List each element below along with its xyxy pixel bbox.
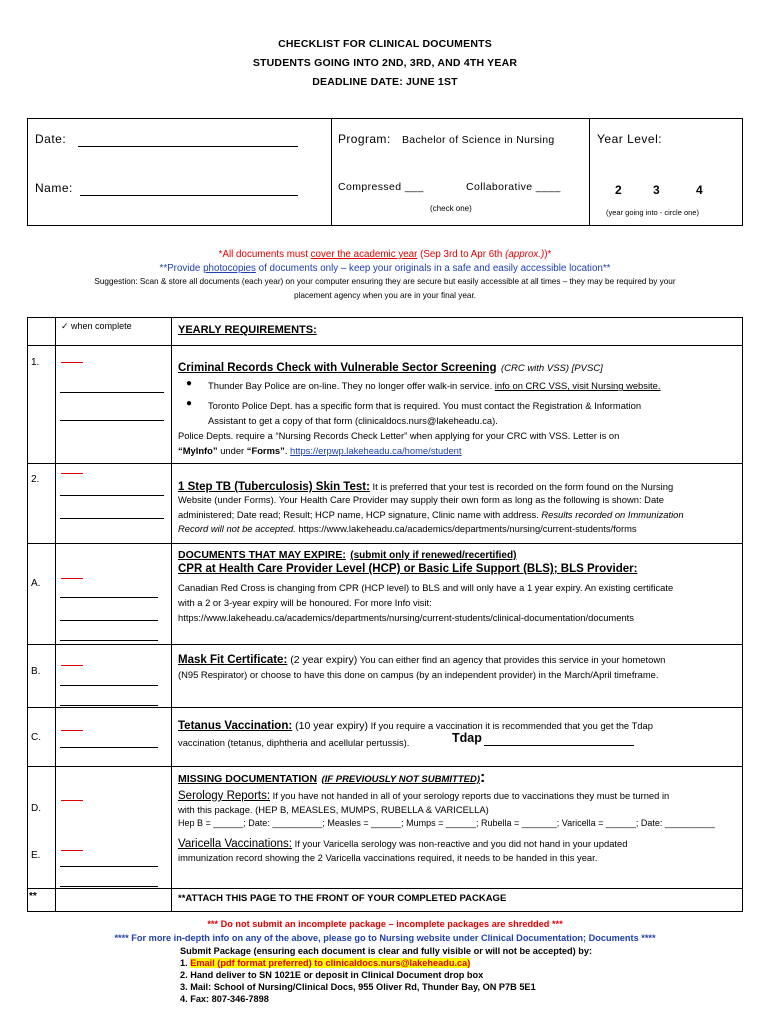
date-line-2a[interactable] <box>60 495 164 496</box>
cpr-line-1: Canadian Red Cross is changing from CPR (HCP level) to BLS and will only have a 1 year expiry. An existing certificate <box>178 582 674 593</box>
incomplete-warning: *** Do not submit an incomplete package – incomplete packages are shredded *** <box>207 919 563 929</box>
cpr-heading: CPR at Health Care Provider Level (HCP) or Basic Life Support (BLS); BLS Provider: <box>178 563 638 575</box>
myinfo-link[interactable]: https://erpwp.lakeheadu.ca/home/student <box>290 445 462 456</box>
check-mark-line-b[interactable] <box>61 665 83 666</box>
tetanus-heading: Tetanus Vaccination: (10 year expiry) If you require a vaccination it is recommended that you get the Tdap <box>178 720 653 732</box>
year-option-3[interactable]: 3 <box>653 183 660 197</box>
document-subtitle: STUDENTS GOING INTO 2ND, 3RD, AND 4TH YEAR <box>252 57 518 69</box>
check-column-header: ✓ when complete <box>61 321 132 331</box>
date-line-e2[interactable] <box>60 886 158 887</box>
year-option-2[interactable]: 2 <box>615 183 622 197</box>
cpr-line-3: https://www.lakeheadu.ca/academics/departments/nursing/current-students/clinical-documentation/documents <box>178 612 634 623</box>
cpr-line-2: with a 2 or 3-year expiry will be honoured. For more Info visit: <box>178 597 432 608</box>
bullet-icon: ● <box>186 378 193 389</box>
submit-option-hand: 2. Hand deliver to SN 1021E or deposit in Clinical Document drop box <box>180 970 484 980</box>
row-label-attach: ** <box>29 891 37 902</box>
bullet-icon: ● <box>186 398 193 409</box>
serology-line-2: with this package. (HEP B, MEASLES, MUMPS, RUBELLA & VARICELLA) <box>178 804 489 815</box>
program-label: Program: <box>338 132 391 146</box>
date-line-c1[interactable] <box>60 747 158 748</box>
crc-bullet-1: Thunder Bay Police are on-line. They no longer offer walk-in service. info on CRC VSS, visit Nursing website. <box>208 380 661 391</box>
year-level-label: Year Level: <box>597 132 663 146</box>
date-line-e1[interactable] <box>60 866 158 867</box>
date-line-a2[interactable] <box>60 620 158 621</box>
mask-line-2: (N95 Respirator) or choose to have this done on campus (by an independent provider) in the March/April timeframe. <box>178 669 659 680</box>
missing-heading: MISSING DOCUMENTATION (IF PREVIOUSLY NOT SUBMITTED): <box>178 769 486 786</box>
tb-line-3: administered; Date read; Result; HCP name, HCP signature, Clinic name with address. Results recorded on Immunization <box>178 509 684 520</box>
check-mark-line-c[interactable] <box>61 730 83 731</box>
row-label-1: 1. <box>31 357 40 368</box>
deadline-date: DEADLINE DATE: JUNE 1ST <box>312 76 458 88</box>
date-field[interactable] <box>78 146 298 147</box>
crc-heading: Criminal Records Check with Vulnerable Sector Screening (CRC with VSS) [PVSC] <box>178 362 603 374</box>
academic-year-note: *All documents must cover the academic year (Sep 3rd to Apr 6th (approx.))* <box>218 249 552 260</box>
name-field[interactable] <box>80 195 298 196</box>
suggestion-line-1: Suggestion: Scan & store all documents (each year) on your computer ensuring they are secure but easily accessible at all times – they may be required by your <box>94 277 676 286</box>
crc-bullet-2a: Toronto Police Dept. has a specific form that is required. You must contact the Registration & Information <box>208 400 642 411</box>
tetanus-line-2: vaccination (tetanus, diphtheria and acellular pertussis). <box>178 737 410 748</box>
email-link[interactable]: Email (pdf format preferred) to clinicaldocs.nurs@lakeheadu.ca) <box>190 958 471 968</box>
crc-line-3: Police Depts. require a “Nursing Records Check Letter” when applying for your CRC with VSS. Letter is on <box>178 430 620 441</box>
date-line-a3[interactable] <box>60 640 158 641</box>
varicella-heading: Varicella Vaccinations: If your Varicella serology was non-reactive and you did not hand in your updated <box>178 838 628 850</box>
yearly-requirements-heading: YEARLY REQUIREMENTS: <box>178 324 317 336</box>
date-line-1a[interactable] <box>60 392 164 393</box>
row-label-e: E. <box>31 850 41 861</box>
date-line-b1[interactable] <box>60 685 158 686</box>
row-label-b: B. <box>31 666 41 677</box>
name-label: Name: <box>35 181 73 195</box>
tdap-label: Tdap <box>452 731 482 745</box>
date-line-1b[interactable] <box>60 420 164 421</box>
row-label-d: D. <box>31 803 41 814</box>
varicella-line-2: immunization record showing the 2 Varicella vaccinations required, it needs to be handed in this year. <box>178 852 598 863</box>
date-label: Date: <box>35 132 67 146</box>
date-line-a1[interactable] <box>60 597 158 598</box>
tb-heading: 1 Step TB (Tuberculosis) Skin Test: It is preferred that your test is recorded on the form found on the Nursing <box>178 481 674 493</box>
document-title: CHECKLIST FOR CLINICAL DOCUMENTS <box>278 38 492 50</box>
year-option-4[interactable]: 4 <box>696 183 703 197</box>
row-label-2: 2. <box>31 474 40 485</box>
submit-option-mail: 3. Mail: School of Nursing/Clinical Docs, 955 Oliver Rd, Thunder Bay, ON P7B 5E1 <box>180 982 536 992</box>
check-one-note: (check one) <box>430 204 472 213</box>
tb-line-2: Website (under Forms). Your Health Care Provider may supply their own form as long as the following is shown: Date <box>178 494 664 505</box>
check-mark-line-a[interactable] <box>61 578 83 579</box>
mask-heading: Mask Fit Certificate: (2 year expiry) You can either find an agency that provides this service in your hometown <box>178 654 666 666</box>
crc-info-link[interactable]: info on CRC VSS, visit Nursing website. <box>494 380 661 391</box>
submit-option-email: 1. Email (pdf format preferred) to clinicaldocs.nurs@lakeheadu.ca) <box>180 958 471 968</box>
row-label-a: A. <box>31 578 41 589</box>
check-mark-line-d[interactable] <box>61 800 83 801</box>
serology-heading: Serology Reports: If you have not handed in all of your serology reports due to vaccinations they must be turned in <box>178 790 670 802</box>
suggestion-line-2: placement agency when you are in your final year. <box>293 291 477 300</box>
tdap-date-field[interactable] <box>484 745 634 746</box>
collaborative-option[interactable]: Collaborative ____ <box>466 181 561 193</box>
photocopy-note: **Provide photocopies of documents only – keep your originals in a safe and easily accessible location** <box>159 263 611 274</box>
attach-instruction: **ATTACH THIS PAGE TO THE FRONT OF YOUR COMPLETED PACKAGE <box>178 893 507 904</box>
expire-heading: DOCUMENTS THAT MAY EXPIRE: (submit only if renewed/recertified) <box>178 549 517 561</box>
tb-line-4: Record will not be accepted. https://www.lakeheadu.ca/academics/departments/nursing/current-students/forms <box>178 523 637 534</box>
submit-instruction: Submit Package (ensuring each document is clear and fully visible or will not be accepted) by: <box>180 946 593 956</box>
more-info-note: **** For more in-depth info on any of the above, please go to Nursing website under Clinical Documentation; Documents **** <box>114 933 656 943</box>
date-line-b2[interactable] <box>60 705 158 706</box>
check-mark-line-1[interactable] <box>61 362 83 363</box>
crc-line-4: “MyInfo” under “Forms”. https://erpwp.lakeheadu.ca/home/student <box>178 445 462 456</box>
program-value: Bachelor of Science in Nursing <box>402 134 555 146</box>
compressed-option[interactable]: Compressed ___ <box>338 181 424 193</box>
check-mark-line-e[interactable] <box>61 850 83 851</box>
submit-option-fax: 4. Fax: 807-346-7898 <box>180 994 269 1004</box>
year-note: (year going into - circle one) <box>606 208 699 217</box>
check-mark-line-2[interactable] <box>61 473 83 474</box>
crc-bullet-2b: Assistant to get a copy of that form (clinicaldocs.nurs@lakeheadu.ca). <box>208 415 498 426</box>
row-label-c: C. <box>31 732 41 743</box>
serology-results-line[interactable]: Hep B = ______; Date: __________; Measles = ______; Mumps = ______; Rubella = _______; Varicella = ______; Date: __________ <box>178 818 715 828</box>
date-line-2b[interactable] <box>60 518 164 519</box>
